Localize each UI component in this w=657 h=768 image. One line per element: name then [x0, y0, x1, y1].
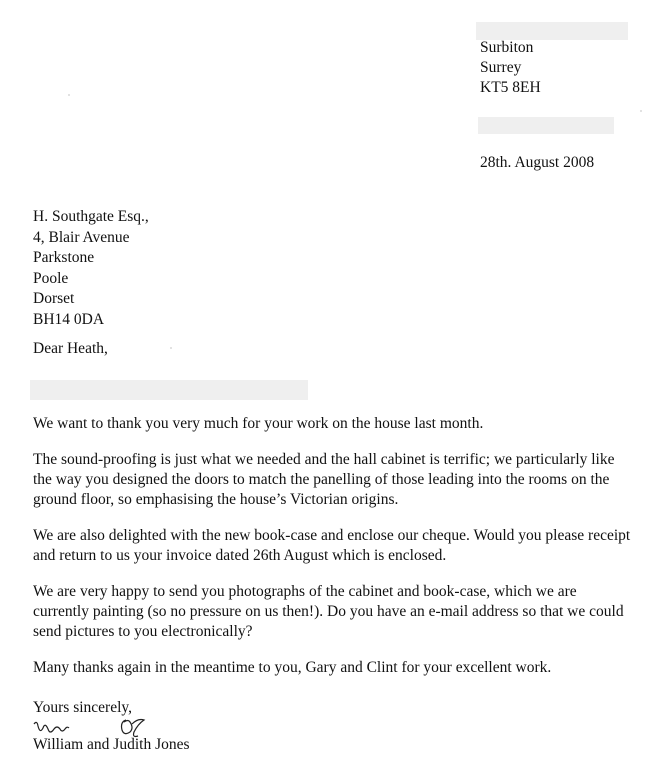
recipient-address-line: 4, Blair Avenue — [33, 228, 130, 246]
signatories: William and Judith Jones — [33, 736, 190, 753]
recipient-address-line: Poole — [33, 269, 69, 287]
body-paragraph: We are very happy to send you photographs of the cabinet and book-case, which we are currently painting (so no pressure on us then!). Do you have an e-mail address so that we could send pictures to you electronically? — [33, 583, 624, 640]
sender-address-line: KT5 8EH — [480, 79, 541, 96]
body-paragraph: We want to thank you very much for your work on the house last month. — [33, 415, 484, 432]
recipient-address-line: Dorset — [33, 290, 75, 307]
letter-body — [33, 414, 633, 694]
body-paragraph: We are also delighted with the new book-case and enclose our cheque. Would you please receipt and return to us your invoice dated 26th August which is enclosed. — [33, 527, 631, 564]
scan-speck — [68, 94, 70, 96]
redacted-sender-phone — [478, 117, 614, 134]
body-paragraph: The sound-proofing is just what we needed and the hall cabinet is terrific; we particularly like the way you designed the doors to match the panelling of those leading into the rooms on the ground floor, so emphasising the house’s Victorian origins. — [33, 451, 615, 508]
signature-william — [34, 722, 69, 732]
scan-speck — [170, 347, 172, 349]
scan-speck — [640, 110, 642, 112]
letter-date: 28th. August 2008 — [480, 154, 595, 171]
sender-address-line: Surrey — [480, 59, 522, 76]
recipient-address-line: Parkstone — [33, 249, 95, 266]
recipient-address-line: H. Southgate Esq., — [33, 208, 149, 225]
sender-address — [480, 38, 541, 98]
body-paragraph: Many thanks again in the meantime to you, Gary and Clint for your excellent work. — [33, 659, 552, 676]
closing: Yours sincerely, — [33, 699, 133, 716]
recipient-address — [33, 207, 149, 330]
redacted-reference-line — [30, 380, 308, 400]
sender-address-line: Surbiton — [480, 39, 534, 56]
salutation: Dear Heath, — [33, 340, 108, 357]
signature-judith — [122, 720, 145, 737]
recipient-address-line: BH14 0DA — [33, 310, 105, 328]
